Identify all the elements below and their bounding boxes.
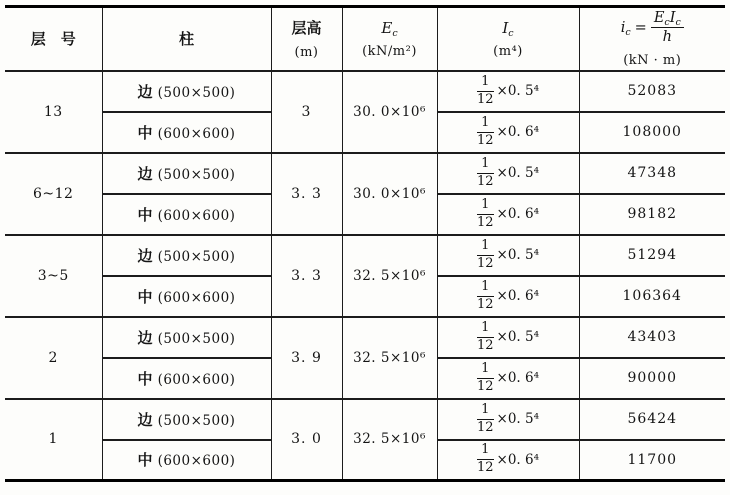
- ic-frac-num: 1: [477, 198, 494, 215]
- ic-cell: [437, 358, 579, 399]
- stiffness-value: 43403: [579, 317, 725, 358]
- stiffness-value: 56424: [579, 399, 725, 440]
- fraction-numerator: [651, 10, 684, 29]
- table-row: [5, 71, 725, 112]
- frac-I-sub: c: [675, 16, 681, 28]
- ic-frac-den: 12: [476, 337, 494, 353]
- header-column: [102, 7, 271, 71]
- ic-cell: [437, 276, 579, 317]
- column-cell: [102, 317, 271, 358]
- column-type: 边: [137, 246, 153, 265]
- column-size: (600×600): [157, 371, 236, 388]
- stiffness-sub: c: [625, 26, 631, 38]
- ic-cell: [437, 235, 579, 276]
- ic-factor: ×0. 5⁴: [496, 411, 540, 427]
- stiffness-formula: [580, 10, 726, 46]
- column-type: 中: [137, 369, 153, 388]
- header-height-label: 层高: [291, 19, 322, 38]
- ic-symbol: [438, 19, 579, 37]
- ic-fraction: [477, 75, 494, 108]
- column-size: (500×500): [157, 412, 236, 429]
- column-type: 中: [137, 287, 153, 306]
- ic-factor: ×0. 5⁴: [496, 83, 540, 99]
- stiffness-value: 52083: [579, 71, 725, 112]
- stiffness-value: 98182: [579, 194, 725, 235]
- ic-frac-den: 12: [476, 214, 494, 230]
- ic-frac-num: 1: [477, 443, 494, 460]
- column-cell: [102, 358, 271, 399]
- ec-cell: 32. 5×10⁶: [342, 399, 437, 481]
- ic-cell: [437, 440, 579, 481]
- table-row: [5, 153, 725, 194]
- header-height-unit: (m): [294, 45, 319, 61]
- ic-cell: [437, 399, 579, 440]
- ec-symbol: [343, 19, 437, 37]
- ic-frac-den: 12: [476, 460, 494, 476]
- ic-fraction: [477, 157, 494, 190]
- ic-frac-den: 12: [476, 255, 494, 271]
- stiffness-value: 47348: [579, 153, 725, 194]
- column-cell: [102, 440, 271, 481]
- ic-fraction: [477, 280, 494, 313]
- ic-fraction: [477, 116, 494, 149]
- header-ic: [437, 7, 579, 71]
- ic-frac-num: 1: [477, 75, 494, 92]
- ic-frac-den: 12: [476, 378, 494, 394]
- ic-var: I: [502, 18, 509, 37]
- stiffness-value: 90000: [579, 358, 725, 399]
- frac-E-sub: c: [664, 16, 670, 28]
- ic-frac-den: 12: [476, 91, 494, 107]
- ic-frac-num: 1: [477, 403, 494, 420]
- column-size: (600×600): [157, 207, 236, 224]
- table-row: [5, 235, 725, 276]
- stiffness-lhs: [621, 20, 631, 36]
- height-cell: 3: [271, 71, 342, 153]
- fraction-denominator: [651, 28, 684, 46]
- ec-cell: 32. 5×10⁶: [342, 235, 437, 317]
- column-type: 中: [137, 205, 153, 224]
- ic-frac-den: 12: [476, 173, 494, 189]
- height-cell: 3. 0: [271, 399, 342, 481]
- floor-cell: 1: [5, 399, 102, 481]
- column-type: 边: [137, 410, 153, 429]
- header-column-label: 柱: [178, 30, 194, 49]
- ic-fraction: [477, 362, 494, 395]
- ic-factor: ×0. 6⁴: [496, 370, 540, 386]
- header-stiffness: [579, 7, 725, 71]
- column-cell: [102, 276, 271, 317]
- ic-frac-num: 1: [477, 116, 494, 133]
- ic-cell: [437, 71, 579, 112]
- ec-sub: c: [392, 27, 398, 39]
- stiffness-value: 11700: [579, 440, 725, 481]
- column-size: (500×500): [157, 84, 236, 101]
- stiffness-value: 108000: [579, 112, 725, 153]
- ic-sub: c: [508, 27, 514, 39]
- ec-cell: 32. 5×10⁶: [342, 317, 437, 399]
- ic-factor: ×0. 6⁴: [496, 124, 540, 140]
- column-size: (600×600): [157, 289, 236, 306]
- column-size: (600×600): [157, 125, 236, 142]
- ic-frac-num: 1: [477, 362, 494, 379]
- ic-factor: ×0. 6⁴: [496, 451, 540, 468]
- ic-factor: ×0. 6⁴: [496, 288, 540, 304]
- ic-cell: [437, 153, 579, 194]
- stiffness-value: 51294: [579, 235, 725, 276]
- column-type: 边: [137, 82, 153, 101]
- column-stiffness-table: [5, 5, 725, 482]
- ic-cell: [437, 112, 579, 153]
- ic-fraction: [477, 403, 494, 436]
- ic-frac-num: 1: [477, 157, 494, 174]
- column-size: (500×500): [157, 248, 236, 265]
- header-floor: [5, 7, 102, 71]
- column-cell: [102, 112, 271, 153]
- height-cell: 3. 3: [271, 153, 342, 235]
- table-row: [5, 317, 725, 358]
- ic-factor: ×0. 6⁴: [496, 206, 540, 222]
- ic-factor: ×0. 5⁴: [496, 165, 540, 181]
- ic-frac-num: 1: [477, 321, 494, 338]
- ic-frac-num: 1: [477, 280, 494, 297]
- column-type: 中: [137, 123, 153, 142]
- ic-unit: (m⁴): [493, 43, 523, 59]
- ic-fraction: [477, 321, 494, 354]
- column-cell: [102, 194, 271, 235]
- table-row: [5, 399, 725, 440]
- column-size: (500×500): [157, 330, 236, 347]
- column-cell: [102, 71, 271, 112]
- frac-E-var: E: [653, 9, 665, 26]
- ic-cell: [437, 317, 579, 358]
- height-cell: 3. 9: [271, 317, 342, 399]
- ic-fraction: [477, 239, 494, 272]
- table-header-row: [5, 7, 725, 71]
- floor-cell: 6~12: [5, 153, 102, 235]
- ic-fraction: [477, 198, 494, 231]
- column-type: 边: [137, 164, 153, 183]
- floor-cell: 2: [5, 317, 102, 399]
- ec-cell: 30. 0×10⁶: [342, 153, 437, 235]
- floor-cell: 13: [5, 71, 102, 153]
- ic-factor: ×0. 5⁴: [496, 247, 540, 263]
- column-cell: [102, 235, 271, 276]
- column-cell: [102, 153, 271, 194]
- frac-I-var: I: [669, 9, 676, 26]
- column-size: (600×600): [157, 453, 236, 470]
- ic-frac-den: 12: [476, 296, 494, 312]
- header-floor-label: 层 号: [30, 30, 76, 49]
- ic-frac-num: 1: [477, 239, 494, 256]
- ec-cell: 30. 0×10⁶: [342, 71, 437, 153]
- stiffness-var: i: [620, 19, 626, 36]
- column-cell: [102, 399, 271, 440]
- ic-frac-den: 12: [476, 132, 494, 148]
- ec-var: E: [381, 18, 393, 37]
- stiffness-fraction: [651, 10, 684, 46]
- column-type: 边: [137, 328, 153, 347]
- stiffness-value: 106364: [579, 276, 725, 317]
- stiffness-unit: (kN · m): [623, 52, 682, 68]
- ic-cell: [437, 194, 579, 235]
- column-type: 中: [137, 451, 153, 470]
- frac-h-var: h: [662, 29, 672, 46]
- ic-factor: ×0. 5⁴: [496, 329, 540, 345]
- ic-fraction: [477, 443, 494, 476]
- header-ec: [342, 7, 437, 71]
- ic-frac-den: 12: [476, 419, 494, 435]
- header-storey-height: [271, 7, 342, 71]
- equals-sign: =: [634, 19, 647, 36]
- height-cell: 3. 3: [271, 235, 342, 317]
- floor-cell: 3~5: [5, 235, 102, 317]
- column-size: (500×500): [157, 166, 236, 183]
- ec-unit: (kN/m²): [362, 43, 417, 59]
